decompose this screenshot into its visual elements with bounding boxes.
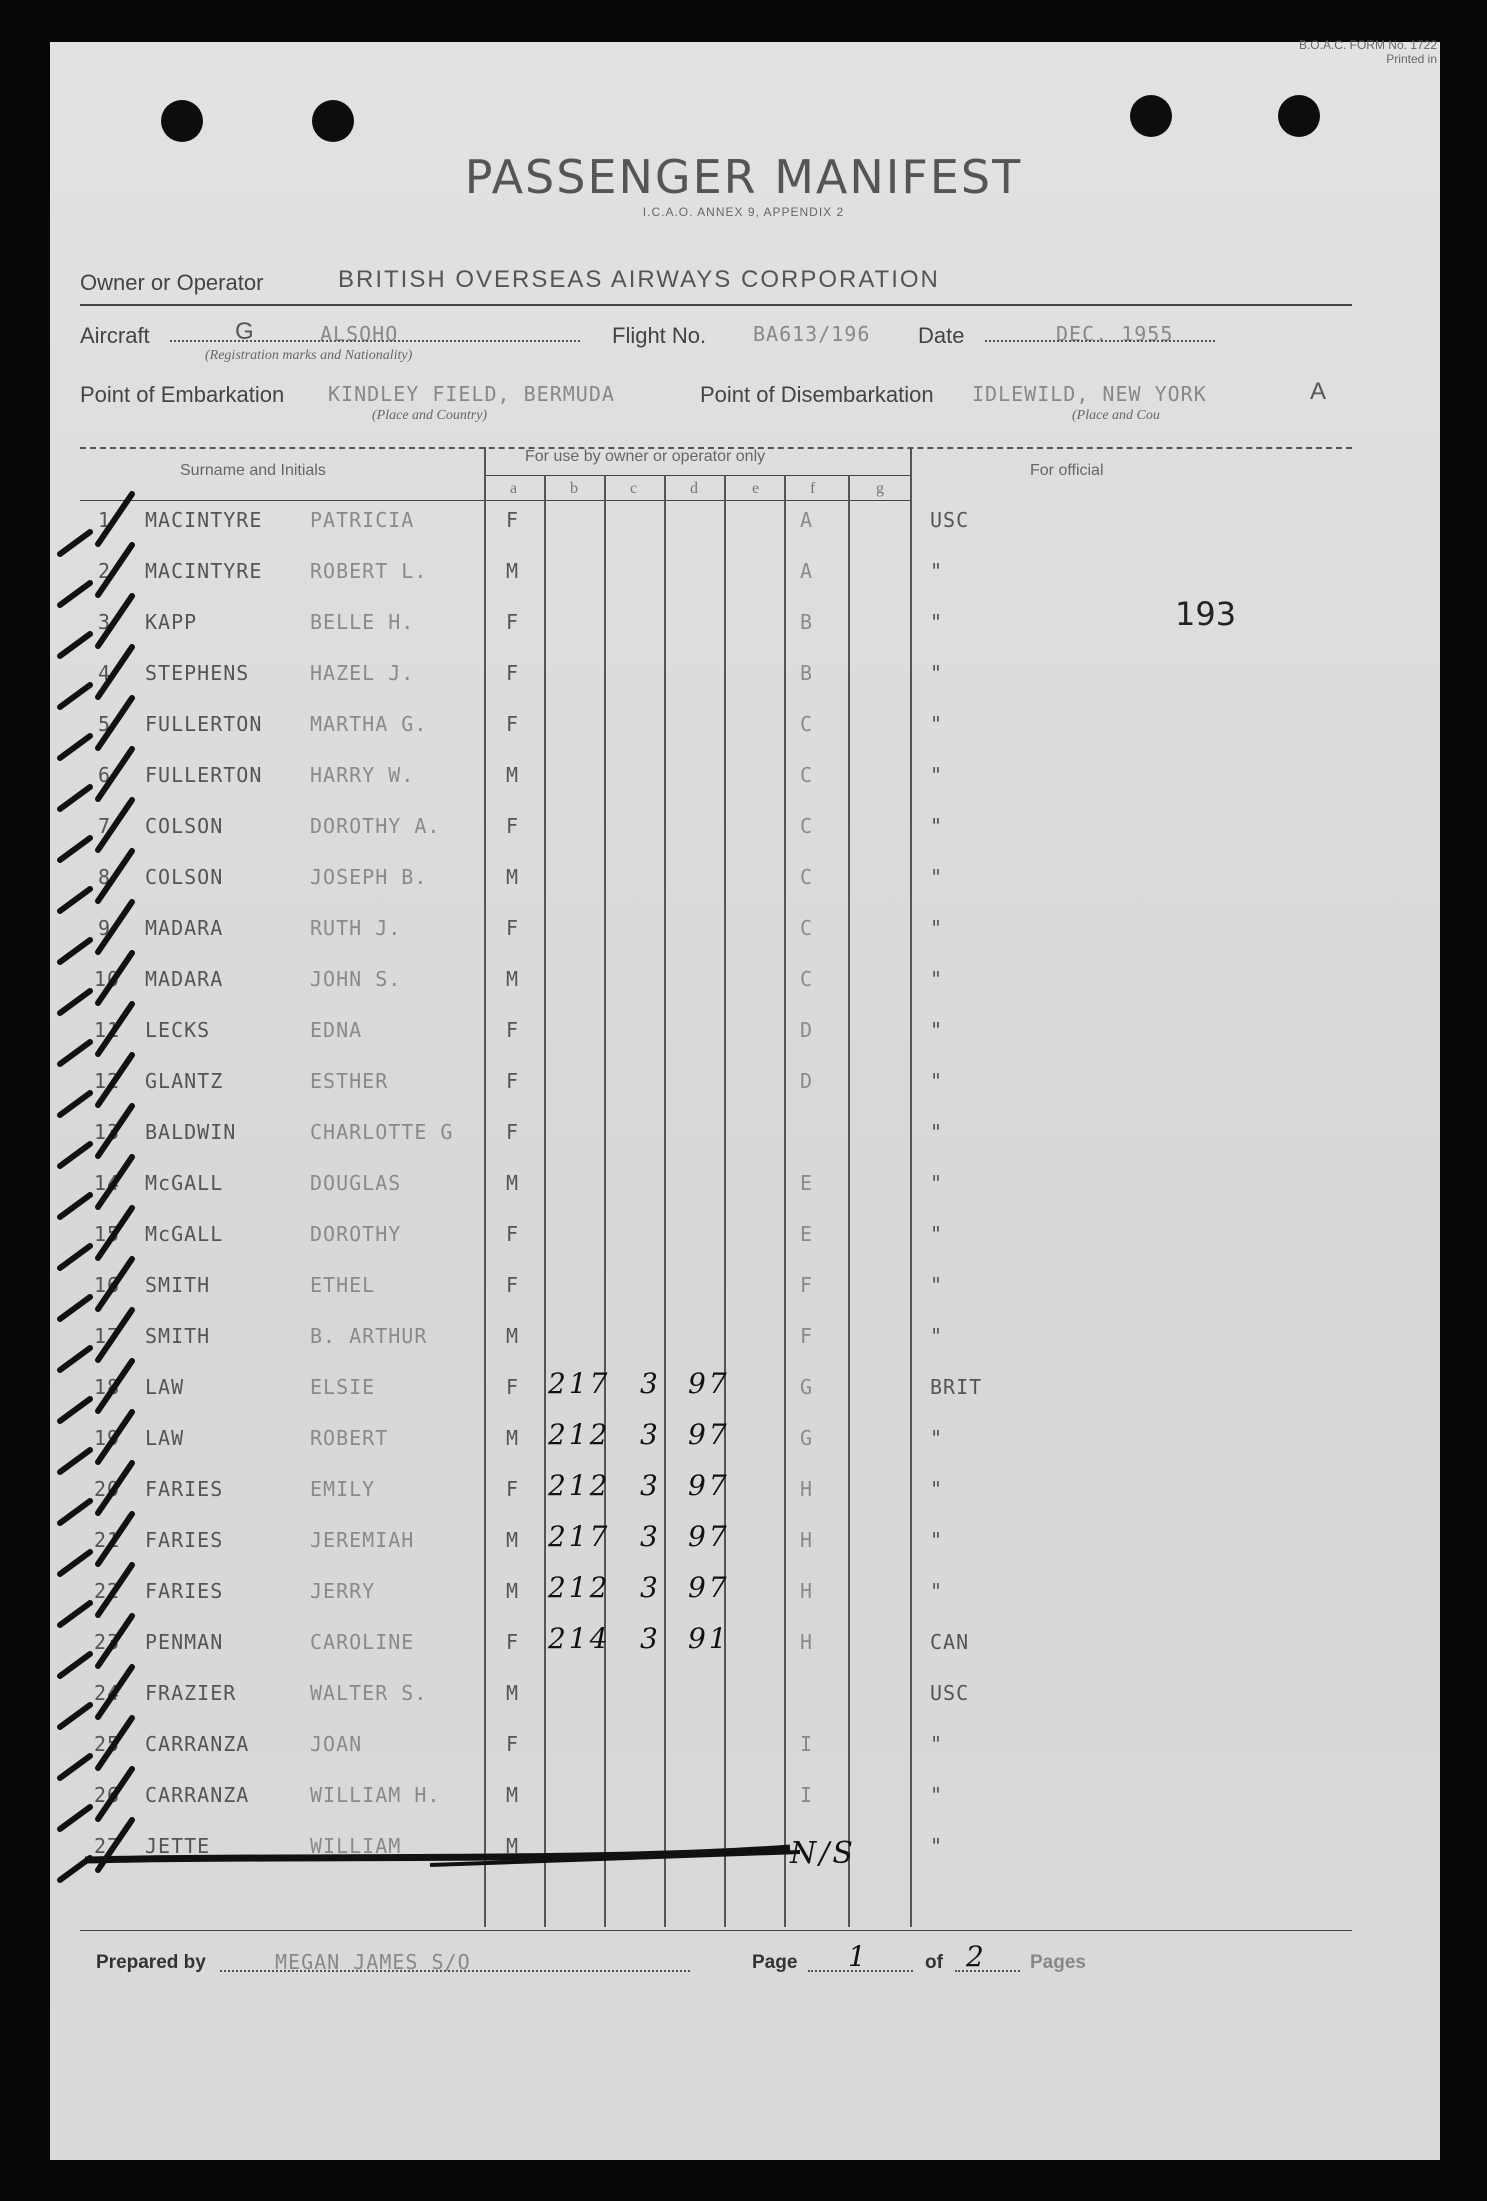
registration-hint: (Registration marks and Nationality)	[205, 348, 413, 363]
handwritten-code-d: 97	[688, 1418, 730, 1451]
flight-label: Flight No.	[612, 323, 707, 348]
official-header: For official	[1030, 462, 1104, 479]
seat-group: H	[800, 1579, 814, 1603]
seat-group: C	[800, 814, 814, 838]
row-number: 24	[94, 1681, 121, 1705]
nationality: "	[930, 1732, 944, 1756]
passenger-given-name: WILLIAM H.	[310, 1783, 441, 1807]
passenger-given-name: ESTHER	[310, 1069, 389, 1093]
handwritten-code-c: 3	[640, 1418, 661, 1451]
passenger-given-name: JOAN	[310, 1732, 363, 1756]
nationality: "	[930, 763, 944, 787]
nationality: "	[930, 1579, 944, 1603]
passenger-given-name: ROBERT L.	[310, 559, 428, 583]
passenger-sex: M	[506, 1528, 520, 1552]
embarkation-label: Point of Embarkation	[80, 382, 285, 407]
passenger-sex: M	[506, 763, 520, 787]
handwritten-code-d: 97	[688, 1571, 730, 1604]
row-number: 13	[94, 1120, 121, 1144]
row-number: 23	[94, 1630, 121, 1654]
row-number: 14	[94, 1171, 121, 1195]
passenger-sex: M	[506, 1834, 520, 1858]
passenger-surname: McGALL	[145, 1171, 224, 1195]
passenger-surname: FULLERTON	[145, 763, 263, 787]
handwritten-code-c: 3	[640, 1469, 661, 1502]
embarkation-hint: (Place and Country)	[372, 408, 488, 423]
passenger-given-name: B. ARTHUR	[310, 1324, 428, 1348]
passenger-given-name: DOROTHY	[310, 1222, 402, 1246]
passenger-sex: F	[506, 1732, 520, 1756]
nationality: USC	[930, 508, 970, 532]
passenger-surname: CARRANZA	[145, 1732, 250, 1756]
passenger-sex: F	[506, 1273, 520, 1297]
passenger-sex: M	[506, 1579, 520, 1603]
page-fill-line	[808, 1970, 913, 1972]
handwritten-code-b: 217	[548, 1520, 611, 1553]
nationality: "	[930, 1222, 944, 1246]
seat-group: A	[800, 508, 814, 532]
passenger-surname: FRAZIER	[145, 1681, 237, 1705]
seat-group: I	[800, 1783, 814, 1807]
row-number: 7	[98, 814, 112, 838]
row-number: 4	[98, 661, 112, 685]
seat-group: B	[800, 610, 814, 634]
seat-group: C	[800, 763, 814, 787]
date-label: Date	[918, 323, 965, 348]
handwritten-code-b: 212	[548, 1418, 611, 1451]
seat-group: E	[800, 1171, 814, 1195]
handwritten-code-c: 3	[640, 1571, 661, 1604]
passenger-given-name: WILLIAM	[310, 1834, 402, 1858]
nationality: "	[930, 865, 944, 889]
passenger-surname: SMITH	[145, 1273, 211, 1297]
of-label: of	[925, 1952, 943, 1973]
seat-group: G	[800, 1426, 814, 1450]
passenger-sex: M	[506, 1324, 520, 1348]
manifest-title: PASSENGER MANIFEST	[464, 150, 1023, 204]
surname-column-header: Surname and Initials	[180, 462, 326, 479]
manifest-subtitle: I.C.A.O. ANNEX 9, APPENDIX 2	[642, 205, 845, 219]
nationality: "	[930, 1069, 944, 1093]
subcolumn-c: c	[630, 480, 638, 497]
passenger-surname: BALDWIN	[145, 1120, 237, 1144]
passenger-given-name: DOROTHY A.	[310, 814, 441, 838]
passenger-given-name: ELSIE	[310, 1375, 376, 1399]
passenger-surname: LECKS	[145, 1018, 211, 1042]
passenger-sex: M	[506, 1681, 520, 1705]
disembarkation-label: Point of Disembarkation	[700, 382, 934, 407]
row-number: 2	[98, 559, 112, 583]
owner-use-header: For use by owner or operator only	[525, 448, 766, 465]
date-value: DEC. 1955	[1056, 322, 1174, 346]
passenger-surname: MADARA	[145, 967, 224, 991]
handwritten-code-b: 214	[548, 1622, 611, 1655]
of-value: 2	[966, 1940, 987, 1973]
nationality: "	[930, 1477, 944, 1501]
page-value: 1	[848, 1940, 869, 1973]
row-number: 10	[94, 967, 121, 991]
prepared-by-label: Prepared by	[96, 1952, 206, 1973]
nationality: "	[930, 1783, 944, 1807]
passenger-surname: CARRANZA	[145, 1783, 250, 1807]
flight-value: BA613/196	[753, 322, 871, 346]
aircraft-label: Aircraft	[80, 323, 150, 348]
passenger-sex: M	[506, 1783, 520, 1807]
pages-label: Pages	[1030, 1952, 1086, 1973]
seat-group: C	[800, 865, 814, 889]
passenger-surname: FARIES	[145, 1579, 224, 1603]
nationality: "	[930, 1528, 944, 1552]
passenger-given-name: CAROLINE	[310, 1630, 415, 1654]
handwritten-code-c: 3	[640, 1520, 661, 1553]
nationality: BRIT	[930, 1375, 983, 1399]
row-number: 12	[94, 1069, 121, 1093]
passenger-sex: F	[506, 1222, 520, 1246]
seat-group: D	[800, 1018, 814, 1042]
row-number: 5	[98, 712, 112, 736]
seat-group: F	[800, 1273, 814, 1297]
passenger-surname: PENMAN	[145, 1630, 224, 1654]
aircraft-value: G	[235, 318, 256, 345]
passenger-sex: F	[506, 916, 520, 940]
passenger-sex: F	[506, 1069, 520, 1093]
row-number: 15	[94, 1222, 121, 1246]
subcolumn-e: e	[752, 480, 760, 497]
passenger-surname: GLANTZ	[145, 1069, 224, 1093]
passenger-surname: LAW	[145, 1375, 185, 1399]
seat-group: C	[800, 967, 814, 991]
passenger-surname: COLSON	[145, 814, 224, 838]
row-number: 25	[94, 1732, 121, 1756]
passenger-given-name: BELLE H.	[310, 610, 415, 634]
row-number: 6	[98, 763, 112, 787]
handwritten-code-d: 97	[688, 1469, 730, 1502]
passenger-given-name: JOSEPH B.	[310, 865, 428, 889]
nationality: "	[930, 814, 944, 838]
passenger-given-name: ETHEL	[310, 1273, 376, 1297]
handwritten-code-c: 3	[640, 1367, 661, 1400]
nationality: "	[930, 1018, 944, 1042]
passenger-sex: M	[506, 967, 520, 991]
nationality: "	[930, 1834, 944, 1858]
row-number: 21	[94, 1528, 121, 1552]
passenger-surname: MACINTYRE	[145, 559, 263, 583]
subcolumn-f: f	[810, 480, 816, 497]
stamped-number: 193	[1175, 595, 1237, 633]
passenger-given-name: MARTHA G.	[310, 712, 428, 736]
seat-group: H	[800, 1630, 814, 1654]
row-number: 3	[98, 610, 112, 634]
passenger-sex: F	[506, 508, 520, 532]
passenger-surname: STEPHENS	[145, 661, 250, 685]
row-number: 22	[94, 1579, 121, 1603]
seat-group: E	[800, 1222, 814, 1246]
subcolumn-a: a	[510, 480, 518, 497]
disembarkation-value: IDLEWILD, NEW YORK	[972, 382, 1207, 406]
passenger-surname: MACINTYRE	[145, 508, 263, 532]
row-number: 27	[94, 1834, 121, 1858]
nationality: "	[930, 967, 944, 991]
passenger-sex: F	[506, 610, 520, 634]
passenger-given-name: PATRICIA	[310, 508, 415, 532]
passenger-sex: M	[506, 1171, 520, 1195]
passenger-sex: M	[506, 865, 520, 889]
passenger-sex: M	[506, 559, 520, 583]
passenger-sex: F	[506, 661, 520, 685]
passenger-given-name: CHARLOTTE G	[310, 1120, 454, 1144]
form-number-text: B.O.A.C. FORM No. 1722	[1298, 38, 1437, 52]
printed-text: Printed in	[1386, 52, 1437, 66]
row-number: 11	[94, 1018, 121, 1042]
row-number: 9	[98, 916, 112, 940]
prepared-fill-line	[220, 1970, 690, 1972]
passenger-sex: M	[506, 1426, 520, 1450]
passenger-surname: FULLERTON	[145, 712, 263, 736]
passenger-surname: KAPP	[145, 610, 198, 634]
row-number: 17	[94, 1324, 121, 1348]
row-number: 26	[94, 1783, 121, 1807]
nationality: "	[930, 559, 944, 583]
passenger-sex: F	[506, 712, 520, 736]
row-number: 8	[98, 865, 112, 889]
nationality: "	[930, 610, 944, 634]
owner-label: Owner or Operator	[80, 270, 264, 295]
passenger-sex: F	[506, 1375, 520, 1399]
passenger-sex: F	[506, 1630, 520, 1654]
passenger-surname: FARIES	[145, 1528, 224, 1552]
prepared-by-value: MEGAN JAMES S/O	[275, 1950, 471, 1974]
strike-line	[85, 1848, 790, 1860]
passenger-surname: SMITH	[145, 1324, 211, 1348]
passenger-given-name: EMILY	[310, 1477, 376, 1501]
nationality: "	[930, 1426, 944, 1450]
row-number: 20	[94, 1477, 121, 1501]
subcolumn-d: d	[690, 480, 698, 497]
passenger-given-name: HAZEL J.	[310, 661, 415, 685]
passenger-surname: JETTE	[145, 1834, 211, 1858]
table-bottom-rule	[80, 1930, 1352, 1931]
handwritten-code-d: 97	[688, 1520, 730, 1553]
passenger-sex: F	[506, 814, 520, 838]
passenger-sex: F	[506, 1018, 520, 1042]
seat-group: A	[800, 559, 814, 583]
nationality: "	[930, 712, 944, 736]
passenger-given-name: DOUGLAS	[310, 1171, 402, 1195]
nationality: "	[930, 1120, 944, 1144]
of-fill-line	[955, 1970, 1020, 1972]
passenger-surname: LAW	[145, 1426, 185, 1450]
struck-note: N/S	[790, 1836, 856, 1871]
passenger-surname: FARIES	[145, 1477, 224, 1501]
nationality: "	[930, 1273, 944, 1297]
passenger-given-name: HARRY W.	[310, 763, 415, 787]
seat-group: D	[800, 1069, 814, 1093]
nationality: "	[930, 1171, 944, 1195]
passenger-given-name: EDNA	[310, 1018, 363, 1042]
passenger-given-name: JERRY	[310, 1579, 376, 1603]
handwritten-code-c: 3	[640, 1622, 661, 1655]
passenger-surname: MADARA	[145, 916, 224, 940]
seat-group: G	[800, 1375, 814, 1399]
seat-group: B	[800, 661, 814, 685]
row-number: 1	[98, 508, 112, 532]
seat-group: C	[800, 712, 814, 736]
disembarkation-hint: (Place and Cou	[1072, 408, 1160, 423]
page-label: Page	[752, 1952, 798, 1973]
nationality: "	[930, 661, 944, 685]
embarkation-value: KINDLEY FIELD, BERMUDA	[328, 382, 615, 406]
handwritten-code-b: 212	[548, 1469, 611, 1502]
handwritten-code-d: 91	[688, 1622, 730, 1655]
passenger-given-name: JOHN S.	[310, 967, 402, 991]
seat-group: H	[800, 1528, 814, 1552]
subcolumn-g: g	[876, 480, 884, 497]
subcolumn-b: b	[570, 480, 578, 497]
passenger-surname: McGALL	[145, 1222, 224, 1246]
nationality: CAN	[930, 1630, 970, 1654]
handwritten-code-b: 217	[548, 1367, 611, 1400]
passenger-surname: COLSON	[145, 865, 224, 889]
nationality: USC	[930, 1681, 970, 1705]
owner-value: BRITISH OVERSEAS AIRWAYS CORPORATION	[338, 266, 940, 293]
passenger-sex: F	[506, 1120, 520, 1144]
passenger-sex: F	[506, 1477, 520, 1501]
passenger-given-name: RUTH J.	[310, 916, 402, 940]
passenger-given-name: JEREMIAH	[310, 1528, 415, 1552]
row-number: 19	[94, 1426, 121, 1450]
handwritten-code-b: 212	[548, 1571, 611, 1604]
seat-group: C	[800, 916, 814, 940]
seat-group: F	[800, 1324, 814, 1348]
passenger-given-name: WALTER S.	[310, 1681, 428, 1705]
aircraft-registration: ALSOHO	[320, 322, 399, 346]
handwritten-code-d: 97	[688, 1367, 730, 1400]
disembarkation-extra: A	[1310, 378, 1329, 405]
nationality: "	[930, 916, 944, 940]
row-number: 18	[94, 1375, 121, 1399]
nationality: "	[930, 1324, 944, 1348]
row-number: 16	[94, 1273, 121, 1297]
seat-group: I	[800, 1732, 814, 1756]
seat-group: H	[800, 1477, 814, 1501]
passenger-given-name: ROBERT	[310, 1426, 389, 1450]
